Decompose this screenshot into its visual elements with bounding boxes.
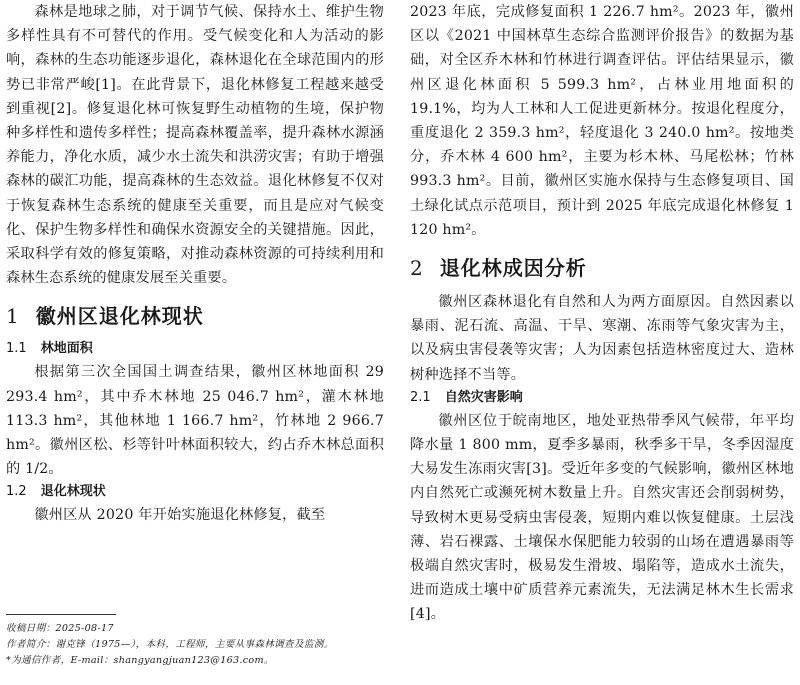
section-1-heading [6,302,384,330]
subsection-1-2-title: 退化林现状 [40,484,106,500]
subsection-1-2-number: 1.2 [6,484,27,500]
subsection-2-1-heading [410,387,794,409]
subsection-1-1-number: 1.1 [6,341,27,357]
subsection-2-1-title: 自然灾害影响 [444,389,523,405]
degraded-status-paragraph-continued: 2023 年底，完成修复面积 1 226.7 hm²。2023 年，徽州区以《2021 中国林草生态综合监测评价报告》的数据为基础，对全区乔木林和竹林进行调查评估。评估结果显示，徽州区退化林面积 5 599.3 hm²，占林业用地面积的 19.1%，均为人工林和人工促进更新林分。按退化程度分，重度退化 2 359.3 hm²，轻度退化 3 240.0 hm²。按地类分，乔木林 4 600 hm²，主要为杉木林、马尾松林；竹林 993.3 hm²。目前，徽州区实施水保持与生态修复项目、国土绿化试点示范项目，预计到 2025 年底完成退化林修复 1 120 hm²。 [410,4,794,238]
subsection-1-2-heading [6,481,384,503]
section-1-title: 徽州区退化林现状 [35,304,204,329]
subsection-1-1-heading [6,338,384,360]
corresponding-author: *为通信作者，E-mail：shangyangjuan123@163.com。 [6,655,274,666]
subsection-1-1-title: 林地面积 [40,341,93,357]
causes-paragraph: 徽州区森林退化有自然和人为两方面原因。自然因素以暴雨、泥石流、高温、干旱、寒潮、冻雨等气象灾害为主，以及病虫害侵袭等灾害；人为因素包括造林密度过大、造林树种选择不当等。 [410,294,794,383]
subsection-2-1-number: 2.1 [410,389,431,405]
received-date: 收稿日期：2025-08-17 [6,623,114,634]
section-2-heading [410,254,794,282]
footnote-rule [6,614,116,615]
degraded-status-paragraph-start: 徽州区从 2020 年开始实施退化林修复，截至 [34,507,326,524]
forest-area-paragraph: 根据第三次全国国土调查结果，徽州区林地面积 29 293.4 hm²，其中乔木林地 25 046.7 hm²，灌木林地 113.3 hm²，其他林地 1 166.7 hm²，竹林地 2 966.7 hm²。徽州区松、杉等针叶林面积较大，约占乔木林总面积的 1/2。 [6,364,384,478]
natural-disaster-paragraph: 徽州区位于皖南地区，地处亚热带季风气候带，年平均降水量 1 800 mm，夏季多暴雨，秋季多干旱，冬季因湿度大易发生冻雨灾害[3]。受近年多变的气候影响，徽州区林地内自然死亡或濒死树木数量上升。自然灾害还会削弱树势，导致树木更易受病虫害侵袭，短期内难以恢复健康。土层浅薄、岩石裸露、土壤保水保肥能力较弱的山场在遭遇暴雨等极端自然灾害时，极易发生滑坡、塌陷等，造成水土流失，进而造成土壤中矿质营养元素流失，无法满足林木生长需求[4]。 [410,412,794,623]
right-column [410,0,794,627]
section-2-number: 2 [410,256,424,281]
section-1-number: 1 [6,304,20,329]
footnote-block [6,614,386,669]
intro-paragraph: 森林是地球之肺，对于调节气候、保持水土、维护生物多样性具有不可替代的作用。受气候变化和人为活动的影响，森林的生态功能逐步退化，森林退化在全球范围内的形势已非常严峻[1]。在此背景下，退化林修复工程越来越受到重视[2]。修复退化林可恢复野生动植物的生境，保护物种多样性和遗传多样性；提高森林覆盖率，提升森林水源涵养能力，净化水质，减少水土流失和洪涝灾害；有助于增强森林的碳汇功能，提高森林的生态效益。退化林修复不仅对于恢复森林生态系统的健康至关重要，而且是应对气候变化、保护生物多样性和确保水资源安全的关键措施。因此，采取科学有效的修复策略，对推动森林资源的可持续利用和森林生态系统的健康发展至关重要。 [6,4,384,287]
left-column [6,0,384,528]
author-bio: 作者简介：谢克锋（1975—），本科，工程师，主要从事森林调查及监测。 [6,639,334,650]
section-2-title: 退化林成因分析 [439,256,587,281]
